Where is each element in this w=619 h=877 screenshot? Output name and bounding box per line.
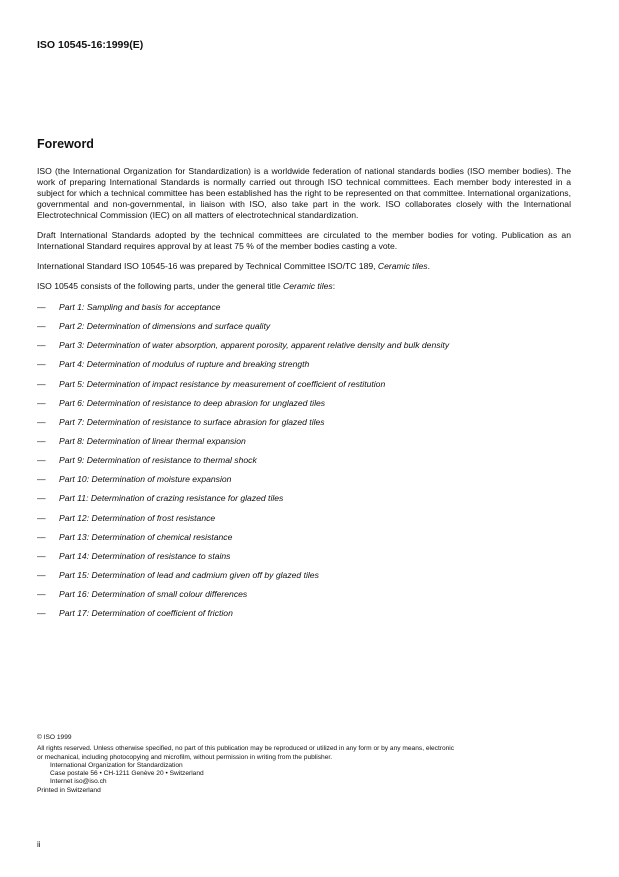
part-list-item — [37, 379, 571, 398]
part-title: Part 15: Determination of lead and cadmium given off by glazed tiles — [59, 569, 319, 580]
part-title: Part 6: Determination of resistance to deep abrasion for unglazed tiles — [59, 397, 326, 408]
part-list-item — [37, 302, 571, 321]
list-dash: — — [37, 455, 46, 466]
list-dash: — — [37, 397, 46, 408]
foreword-paragraph-2: Draft International Standards adopted by the technical committees are circulated to the member bodies for voting. Publication as an International Standard requires approval by at least 75 % of the member bodies casting a vote. — [37, 230, 571, 251]
part-title: Part 16: Determination of small colour differences — [59, 589, 248, 600]
para4-prefix: ISO 10545 consists of the following parts, under the general title — [37, 281, 284, 291]
part-list-item — [37, 359, 571, 378]
foreword-paragraph-1: ISO (the International Organization for Standardization) is a worldwide federation of national standards bodies (ISO member bodies). The work of preparing International Standards is normally carried out through ISO technical committees. Each member body interested in a subject for which a technical committee has been established has the right to be represented on that committee. International organizations, governmental and non-governmental, in liaison with ISO, also take part in the work. ISO collaborates closely with the International Electrotechnical Commission (IEC) on all matters of electrotechnical standardization. — [37, 166, 571, 220]
part-title: Part 5: Determination of impact resistance by measurement of coefficient of restitution — [59, 378, 386, 389]
part-title: Part 17: Determination of coefficient of friction — [59, 608, 233, 619]
part-title: Part 2: Determination of dimensions and surface quality — [59, 321, 271, 332]
para3-prefix: International Standard ISO 10545-16 was prepared by Technical Committee ISO/TC 189, — [37, 261, 378, 271]
part-list-item — [37, 455, 571, 474]
list-dash: — — [37, 378, 46, 389]
printed-in: Printed in Switzerland — [37, 786, 101, 794]
copyright-notice: © ISO 1999 — [37, 734, 72, 741]
list-dash: — — [37, 512, 46, 523]
part-list-item — [37, 532, 571, 551]
para4-title: Ceramic tiles — [283, 281, 333, 291]
para4-suffix: : — [332, 281, 336, 291]
copyright-block — [37, 734, 597, 795]
list-dash: — — [37, 589, 46, 600]
list-dash: — — [37, 531, 46, 542]
list-dash: — — [37, 416, 46, 427]
part-list-item — [37, 417, 571, 436]
part-title: Part 1: Sampling and basis for acceptance — [59, 302, 221, 312]
list-dash: — — [37, 569, 46, 580]
list-dash: — — [37, 340, 46, 351]
part-list-item — [37, 436, 571, 455]
part-list-item — [37, 340, 571, 359]
part-list-item — [37, 513, 571, 532]
part-list-item — [37, 570, 571, 589]
foreword-heading: Foreword — [37, 137, 94, 151]
part-title: Part 7: Determination of resistance to surface abrasion for glazed tiles — [59, 416, 325, 427]
list-dash: — — [37, 550, 46, 561]
list-dash: — — [37, 359, 46, 370]
list-dash: — — [37, 474, 46, 485]
list-dash: — — [37, 608, 46, 619]
list-dash: — — [37, 493, 46, 504]
part-title: Part 3: Determination of water absorption, apparent porosity, apparent relative density and bulk density — [59, 340, 450, 351]
part-list-item — [37, 493, 571, 512]
para3-suffix: . — [427, 261, 430, 271]
part-list-item — [37, 398, 571, 417]
organization-address: Case postale 56 • CH-1211 Genève 20 • Switzerland — [50, 770, 204, 778]
part-title: Part 12: Determination of frost resistance — [59, 512, 216, 523]
foreword-body — [37, 166, 571, 627]
part-list-item — [37, 474, 571, 493]
part-list-item — [37, 608, 571, 627]
part-title: Part 13: Determination of chemical resistance — [59, 531, 233, 542]
list-dash: — — [37, 435, 46, 446]
organization-internet: Internet iso@iso.ch — [50, 778, 107, 786]
organization-name: International Organization for Standardization — [50, 761, 183, 769]
part-title: Part 9: Determination of resistance to thermal shock — [59, 455, 257, 466]
foreword-paragraph-4 — [37, 281, 571, 292]
list-dash: — — [37, 321, 46, 332]
document-id: ISO 10545-16:1999(E) — [37, 39, 144, 51]
list-dash: — — [37, 302, 46, 312]
para3-title: Ceramic tiles — [377, 261, 428, 271]
page-number: ii — [37, 840, 41, 849]
part-list-item — [37, 551, 571, 570]
parts-list — [37, 302, 571, 627]
rights-line-2: or mechanical, including photocopying and microfilm, without permission in writing from the publisher. — [37, 753, 333, 761]
part-title: Part 4: Determination of modulus of rupture and breaking strength — [59, 359, 310, 370]
part-list-item — [37, 321, 571, 340]
rights-line-1: All rights reserved. Unless otherwise specified, no part of this publication may be reproduced or utilized in any form or by any means, electronic — [37, 745, 455, 753]
part-title: Part 14: Determination of resistance to stains — [59, 550, 231, 561]
part-title: Part 11: Determination of crazing resistance for glazed tiles — [59, 493, 284, 504]
part-title: Part 10: Determination of moisture expansion — [59, 474, 232, 485]
foreword-paragraph-3 — [37, 261, 571, 272]
part-list-item — [37, 589, 571, 608]
part-title: Part 8: Determination of linear thermal expansion — [59, 435, 246, 446]
